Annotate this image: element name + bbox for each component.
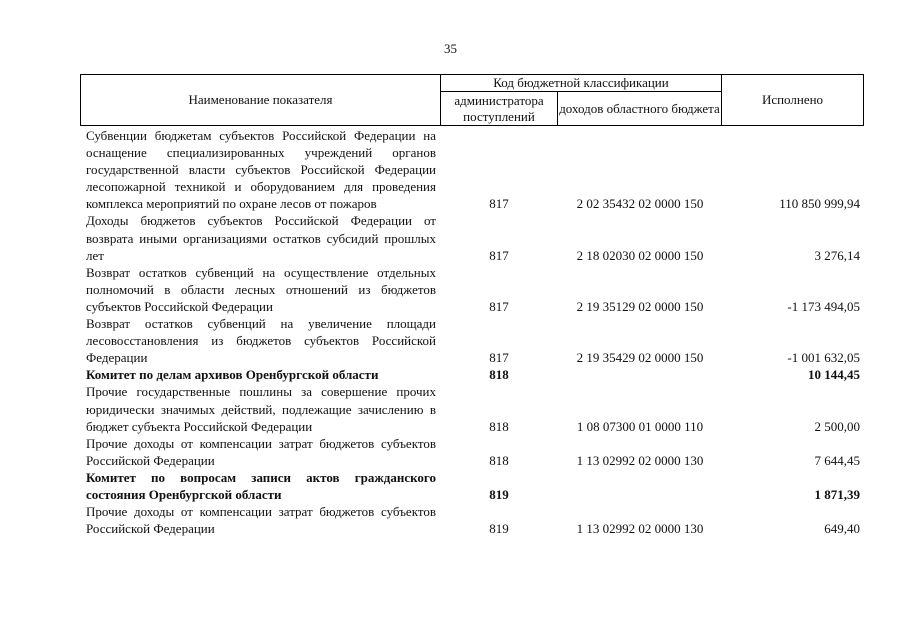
table-row: [80, 383, 864, 434]
row-name: Комитет по делам архивов Оренбургской области: [86, 367, 379, 383]
row-admin-code: 817: [489, 247, 509, 263]
row-name: Прочие доходы от компенсации затрат бюджетов субъектов Российской Федерации: [86, 435, 436, 468]
row-amount: 7 644,45: [814, 452, 860, 468]
row-admin-code: 817: [489, 196, 509, 212]
row-income-code: 2 02 35432 02 0000 150: [576, 196, 704, 212]
header-admin: администратора поступлений: [441, 92, 558, 125]
row-admin-code: 819: [489, 521, 509, 537]
row-name: Комитет по вопросам записи актов гражданского состояния Оренбургской области: [86, 469, 436, 502]
row-amount: -1 001 632,05: [787, 350, 860, 366]
row-amount: 110 850 999,94: [779, 196, 860, 212]
row-amount: 649,40: [824, 521, 860, 537]
row-amount: 1 871,39: [814, 486, 860, 502]
table-row: [80, 212, 864, 263]
row-amount: 10 144,45: [808, 367, 860, 383]
table-row: [80, 503, 864, 537]
row-name: Прочие доходы от компенсации затрат бюджетов субъектов Российской Федерации: [86, 504, 436, 537]
row-income-code: 1 13 02992 02 0000 130: [576, 452, 704, 468]
row-amount: -1 173 494,05: [787, 298, 860, 314]
table-row-section: [80, 469, 864, 503]
row-amount: 3 276,14: [814, 247, 860, 263]
row-income-code: 2 19 35129 02 0000 150: [576, 298, 704, 314]
table-row-section: [80, 366, 864, 383]
row-name: Доходы бюджетов субъектов Российской Федерации от возврата иными организациями остатков субсидий прошлых лет: [86, 213, 436, 263]
row-admin-code: 818: [489, 367, 509, 383]
table-body: [80, 127, 864, 537]
row-admin-code: 819: [489, 486, 509, 502]
row-income-code: 2 19 35429 02 0000 150: [576, 350, 704, 366]
row-name: Субвенции бюджетам субъектов Российской Федерации на оснащение специализированных учреждений органов государственной власти субъектов Российской Федерации лесопожарной техникой и оборудованием для проведения комплекса мероприятий по охране лесов от пожаров: [86, 128, 436, 212]
row-income-code: 1 08 07300 01 0000 110: [576, 418, 704, 434]
row-admin-code: 818: [489, 418, 509, 434]
table-header: [80, 74, 864, 126]
header-executed: Исполнено: [761, 92, 824, 107]
table-row: [80, 315, 864, 366]
header-code-group: Код бюджетной классификации: [441, 75, 722, 92]
header-income: доходов областного бюджета: [558, 92, 722, 125]
header-name: Наименование показателя: [81, 75, 441, 125]
table-row: [80, 435, 864, 469]
row-name: Прочие государственные пошлины за совершение прочих юридически значимых действий, подлежащие зачислению в бюджет субъекта Российской Федерации: [86, 384, 436, 434]
row-admin-code: 817: [489, 298, 509, 314]
table-row: [80, 264, 864, 315]
row-amount: 2 500,00: [814, 418, 860, 434]
page-number: 35: [444, 41, 457, 56]
row-income-code: 2 18 02030 02 0000 150: [576, 247, 704, 263]
row-name: Возврат остатков субвенций на увеличение площади лесовосстановления из бюджетов субъектов Российской Федерации: [86, 316, 436, 366]
table-row: [80, 127, 864, 212]
row-admin-code: 818: [489, 452, 509, 468]
row-income-code: 1 13 02992 02 0000 130: [576, 521, 704, 537]
row-admin-code: 817: [489, 350, 509, 366]
row-name: Возврат остатков субвенций на осуществление отдельных полномочий в области лесных отношений из бюджетов субъектов Российской Федерации: [86, 264, 436, 314]
